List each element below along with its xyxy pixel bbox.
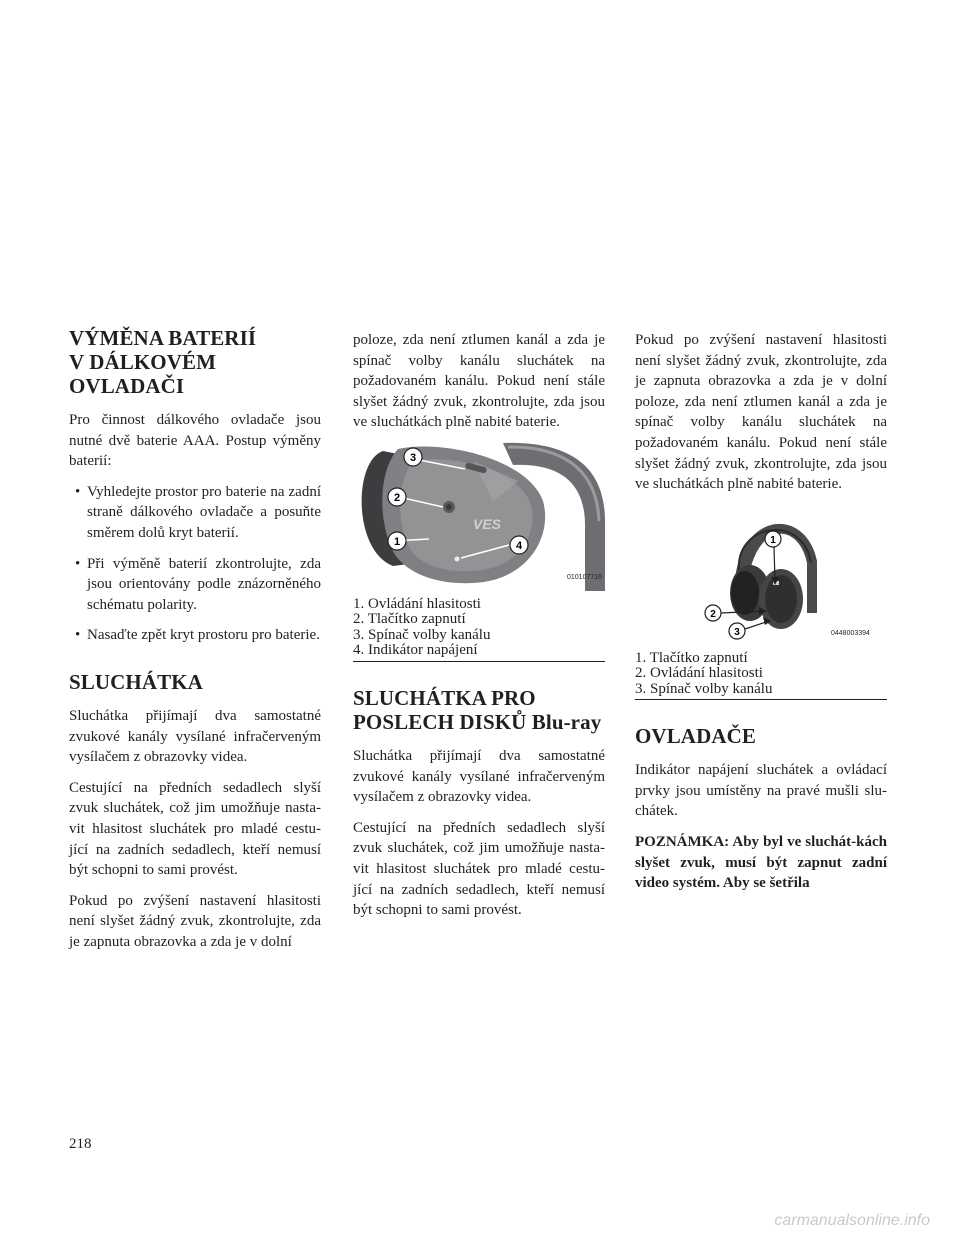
headphones-illustration xyxy=(635,501,887,643)
heading-line-2: POSLECH DISKŮ Blu-ray xyxy=(353,709,602,734)
heading-bluray-headphones xyxy=(353,686,605,734)
callout-2 xyxy=(388,488,406,506)
paragraph: Cestující na předních sedadlech slyší zvuk sluchátek, což jim umožňuje nasta-vit hlasitost sluchátek pro mladé cestu-jící na zadních sedadlech, kteří nemusí být schopni to sami provést. xyxy=(353,819,605,919)
callout-1 xyxy=(765,531,781,547)
headphones-figure-1 xyxy=(353,441,605,591)
battery-steps xyxy=(69,482,321,646)
column-3 xyxy=(635,330,887,904)
column-1 xyxy=(69,326,321,962)
heading-battery-replacement xyxy=(69,326,321,398)
paragraph: Indikátor napájení sluchátek a ovládací prvky jsou umístěny na pravé mušli slu-chátek. xyxy=(635,762,887,820)
headphones-figure-2 xyxy=(635,501,887,643)
callout-1 xyxy=(388,532,406,550)
figure-brand-text: VES xyxy=(473,515,502,532)
svg-text:2: 2 xyxy=(393,491,401,504)
legend-item: 1. Tlačítko zapnutí xyxy=(635,649,748,666)
legend-item: 2. Tlačítko zapnutí xyxy=(353,611,466,628)
battery-step: • Vyhledejte prostor pro baterie na zadní straně dálkového ovladače a posuňte směrem dolů kryt baterií. xyxy=(69,482,321,544)
figure-code: 010107716 xyxy=(567,573,603,581)
heading-headphones: SLUCHÁTKA xyxy=(69,669,203,694)
callout-3 xyxy=(729,623,745,639)
paragraph: Sluchátka přijímají dva samostatné zvukové kanály vysílané infračerveným vysílačem z obrazovky videa. xyxy=(69,707,321,766)
heading-line-1: SLUCHÁTKA PRO xyxy=(353,685,536,710)
figure-2-legend xyxy=(635,651,887,701)
paragraph: Sluchátka přijímají dva samostatné zvukové kanály vysílané infračerveným vysílačem z obrazovky videa. xyxy=(353,747,605,806)
heading-line-2: V DÁLKOVÉM OVLADAČI xyxy=(69,350,217,398)
heading-line-1: VÝMĚNA BATERIÍ xyxy=(69,326,257,350)
svg-text:3: 3 xyxy=(734,626,740,638)
page-number: 218 xyxy=(69,1136,92,1152)
paragraph: Pokud po zvýšení nastavení hlasitosti není slyšet žádný zvuk, zkontrolujte, zda je zapnuta obrazovka a zda je v dolní poloze, zda není ztlumen kanál a zda je spínač volby kanálu sluchátek na požadovaném kanálu. Pokud není stále slyšet žádný zvuk, zkontrolujte, zda jsou ve sluchátkách plně nabité baterie. xyxy=(635,332,887,493)
battery-step: • Při výměně baterií zkontrolujte, zda jsou orientovány podle znázorněného schématu polarity. xyxy=(69,554,321,616)
note-paragraph: POZNÁMKA: Aby byl ve sluchát-kách slyšet zvuk, musí být zapnut zadní video systém. Aby se šetřila xyxy=(635,834,887,892)
callout-3 xyxy=(404,448,422,466)
paragraph: poloze, zda není ztlumen kanál a zda je spínač volby kanálu sluchátek na požadovaném kanálu. Pokud není stále slyšet žádný zvuk, zkontrolujte, zda jsou ve sluchátkách plně nabité baterie. xyxy=(353,332,605,431)
figure-1-legend xyxy=(353,597,605,662)
svg-text:4: 4 xyxy=(515,539,523,552)
battery-step: • Nasaďte zpět kryt prostoru pro baterie. xyxy=(69,625,321,646)
headphones-illustration xyxy=(353,441,605,591)
figure-code: 0448003394 xyxy=(831,629,870,637)
battery-intro: Pro činnost dálkového ovladače jsou nutné dvě baterie AAA. Postup výměny baterií: xyxy=(69,412,321,470)
callout-4 xyxy=(510,536,528,554)
paragraph: Cestující na předních sedadlech slyší zvuk sluchátek, což jim umožňuje nasta-vit hlasitost sluchátek pro mladé cestu-jící na zadních sedadlech, kteří nemusí být schopni to sami provést. xyxy=(69,779,321,879)
svg-text:1: 1 xyxy=(770,534,776,546)
svg-text:1: 1 xyxy=(393,535,401,548)
legend-item: 3. Spínač volby kanálu xyxy=(353,626,491,643)
svg-text:3: 3 xyxy=(409,451,417,464)
svg-text:2: 2 xyxy=(710,608,716,620)
heading-controls: OVLADAČE xyxy=(635,724,756,749)
callout-2 xyxy=(705,605,721,621)
watermark: carmanualsonline.info xyxy=(774,1212,930,1229)
paragraph: Pokud po zvýšení nastavení hlasitosti není slyšet žádný zvuk, zkontrolujte, zda je zapnuta obrazovka a zda je v dolní xyxy=(69,892,321,950)
column-2 xyxy=(353,330,605,931)
legend-item: 4. Indikátor napájení xyxy=(353,642,478,659)
legend-item: 3. Spínač volby kanálu xyxy=(635,680,773,697)
legend-item: 2. Ovládání hlasitosti xyxy=(635,665,763,682)
legend-item: 1. Ovládání hlasitosti xyxy=(353,595,481,612)
